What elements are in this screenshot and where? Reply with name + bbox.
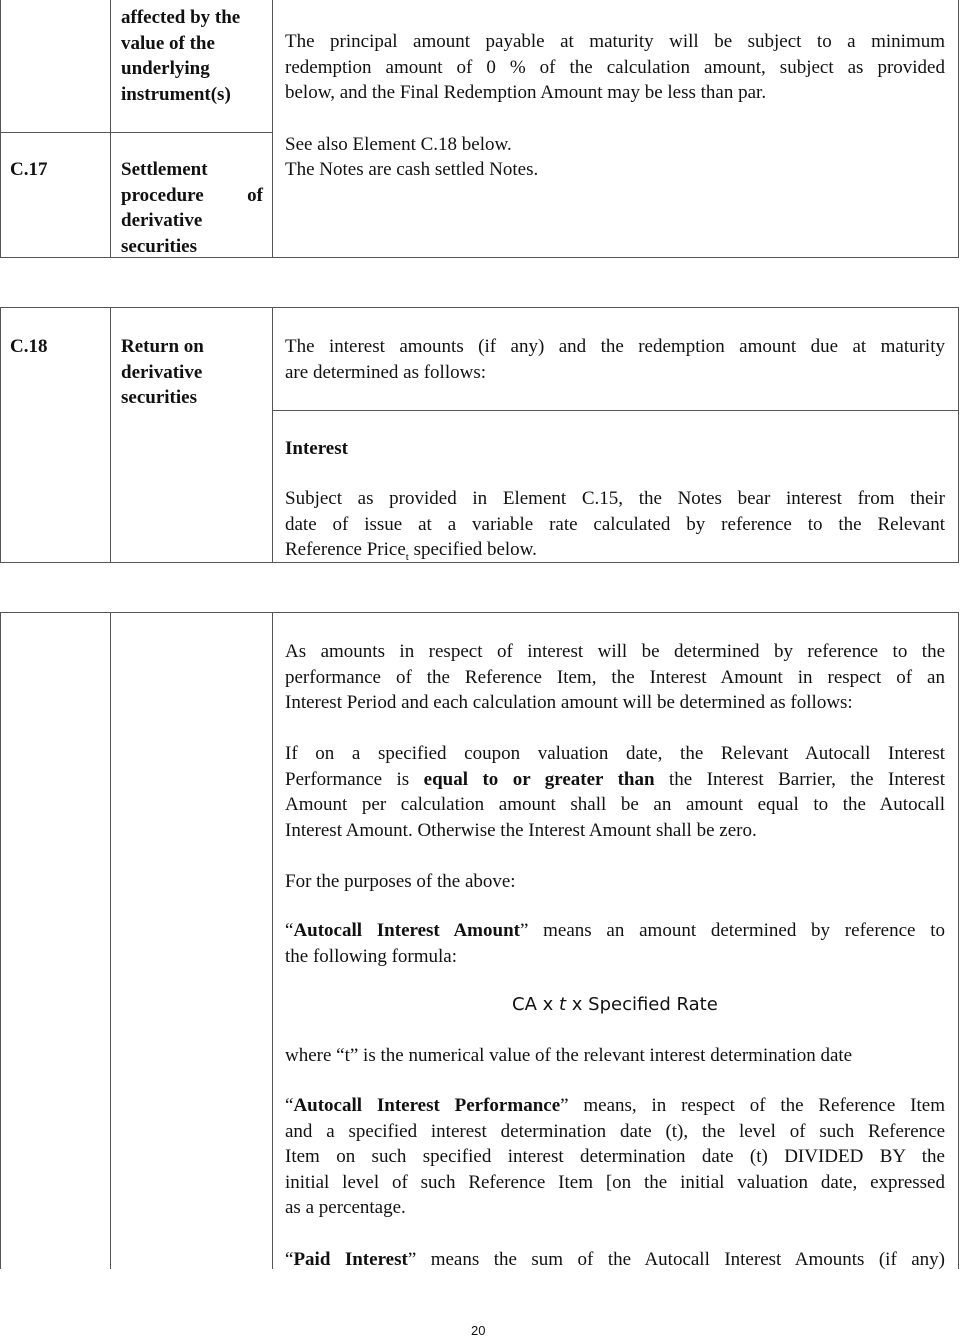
row17-number: C.17: [10, 159, 48, 180]
row16-label: affected by the value of the underlying instrument(s): [121, 7, 241, 105]
interest-paragraph: Subject as provided in Element C.15, the Notes bear interest from their date of issue at a variable rate calculated by reference to the Relevant Reference Price$_t$ specified below.: [285, 488, 945, 563]
row18-label: Return on derivative securities: [121, 336, 204, 408]
t1-border-col2: [272, 0, 273, 258]
row16-see-also: See also Element C.18 below.: [285, 134, 512, 155]
t3-border-left: [0, 612, 1, 1269]
t1-border-right: [958, 0, 959, 258]
where-line: where “t” is the numerical value of the relevant interest determination date: [285, 1045, 853, 1066]
t1-row-divider: [0, 132, 272, 133]
t3-border-top: [0, 612, 959, 613]
t3-border-col2: [272, 612, 273, 1269]
t2-border-right: [958, 307, 959, 563]
t2-border-col1: [110, 307, 111, 563]
row18-intro: The interest amounts (if any) and the redemption amount due at maturity are determined as follows:: [285, 336, 945, 383]
def-autocall-interest-performance: “Autocall Interest Performance” means, in respect of the Reference Item and a specified interest determination date (t), the level of such Reference Item on such specified interest determination date (t) DIVIDED BY the initial level of such Reference Item [on the initial valuation date, expressed as a percentage.: [285, 1095, 945, 1218]
t1-border-left: [0, 0, 1, 258]
purposes-line: For the purposes of the above:: [285, 871, 516, 892]
t2-border-left: [0, 307, 1, 563]
autocall-formula: CA x t x Specified Rate: [512, 994, 718, 1015]
row18-number: C.18: [10, 336, 48, 357]
interest-heading: Interest: [285, 438, 348, 459]
row16-text: The principal amount payable at maturity will be subject to a minimum redemption amount of 0 % of the calculation amount, subject as provided below, and the Final Redemption Amount may be less than par.: [285, 31, 945, 103]
def-paid-interest: “Paid Interest” means the sum of the Autocall Interest Amounts (if any): [285, 1249, 946, 1270]
coupon-condition-paragraph: If on a specified coupon valuation date, the Relevant Autocall Interest Performance is equal to or greater than the Interest Barrier, the Interest Amount per calculation amount shall be an amount equal to the Autocall Interest Amount. Otherwise the Interest Amount shall be zero.: [285, 743, 945, 841]
amounts-paragraph: As amounts in respect of interest will be determined by reference to the performance of the Reference Item, the Interest Amount in respect of an Interest Period and each calculation amount will be determined as follows:: [285, 641, 945, 713]
page-number: 20: [471, 1323, 486, 1338]
row17-text: The Notes are cash settled Notes.: [285, 159, 539, 180]
row17-label: Settlement procedure of derivative securities: [121, 159, 263, 257]
t2-border-top: [0, 307, 959, 308]
t2-inner-divider: [272, 410, 959, 411]
t2-border-col2: [272, 307, 273, 563]
t3-border-right: [958, 612, 959, 1269]
t1-border-col1: [110, 0, 111, 258]
t3-border-col1: [110, 612, 111, 1269]
def-autocall-interest-amount: “Autocall Interest Amount” means an amount determined by reference to the following formula:: [285, 920, 945, 967]
